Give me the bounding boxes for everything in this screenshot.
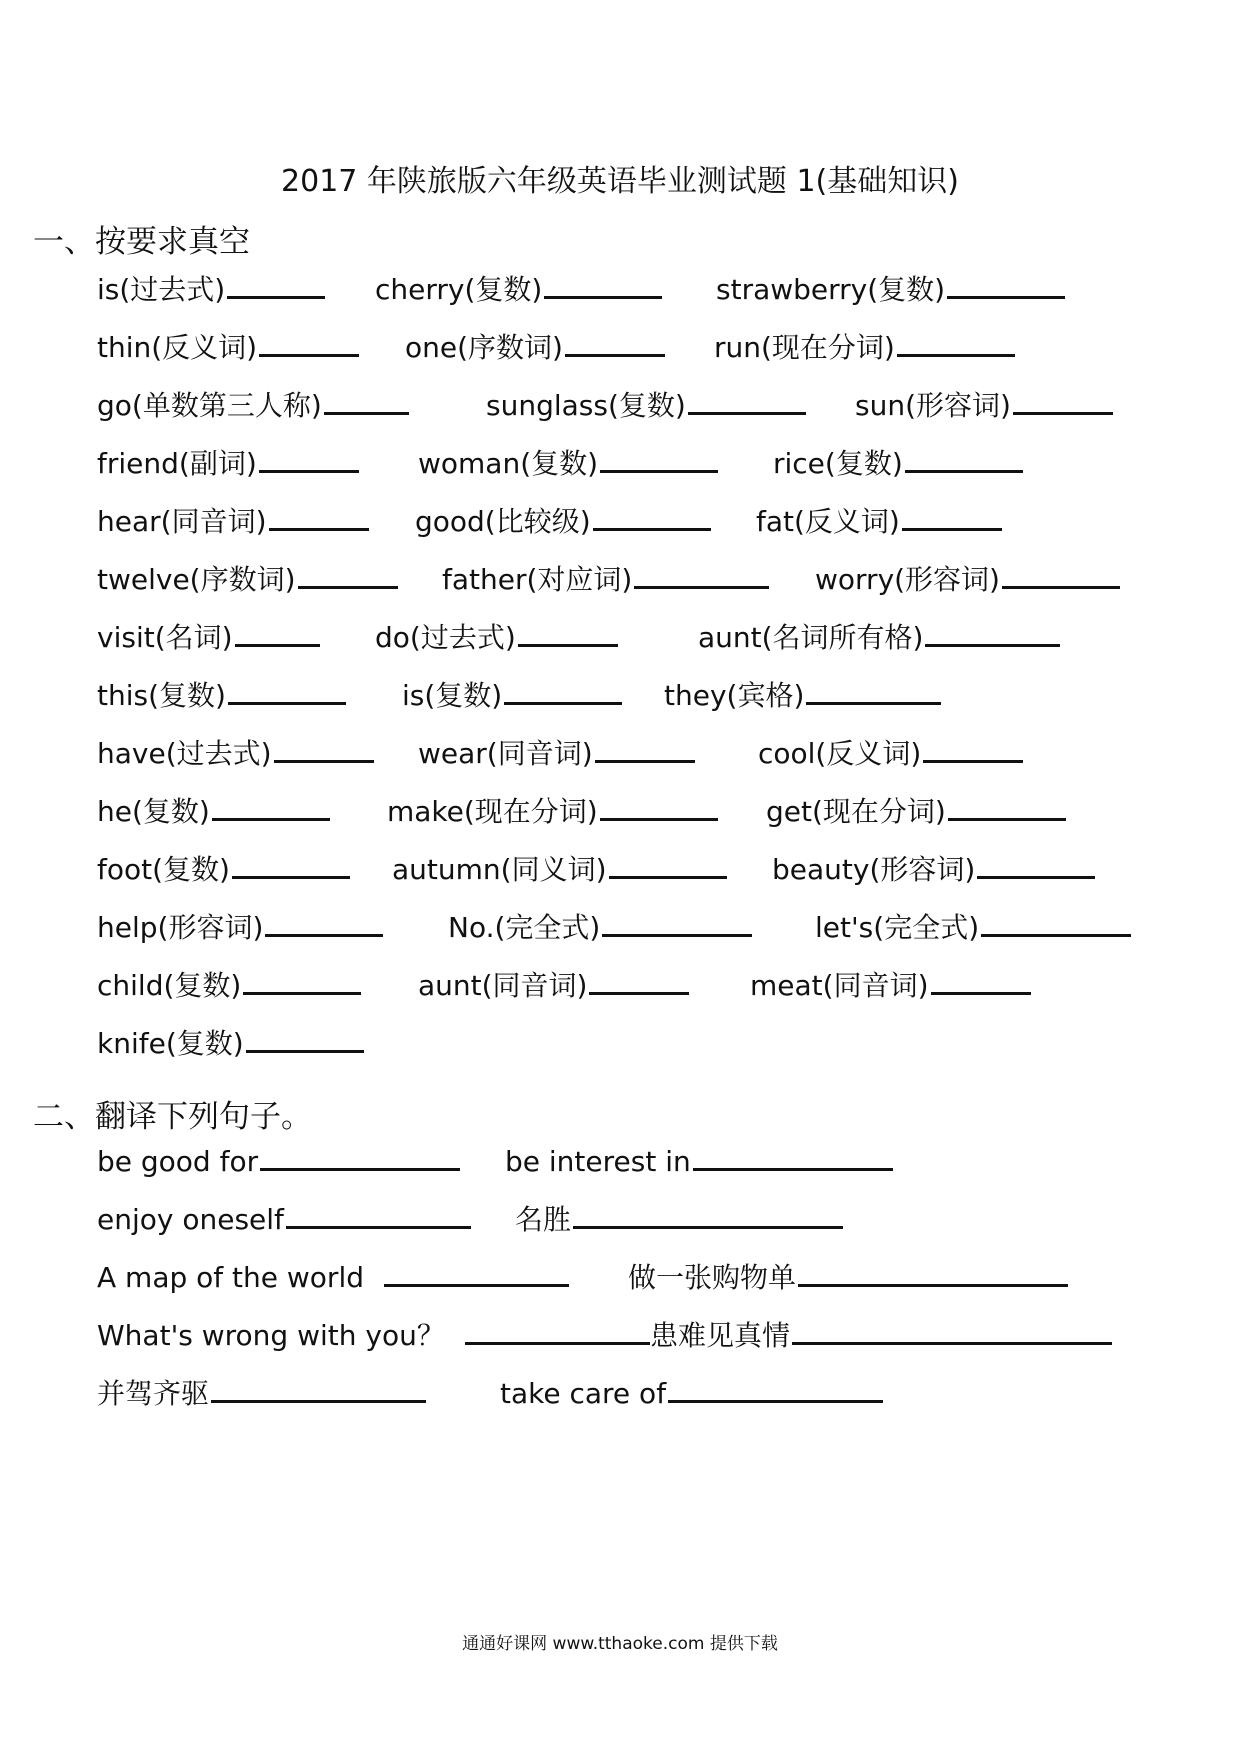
answer-blank[interactable] — [897, 322, 1015, 357]
exercise-prompt: go(单数第三人称) — [97, 389, 322, 422]
answer-blank[interactable] — [260, 1136, 460, 1171]
answer-blank[interactable] — [798, 1252, 1068, 1287]
exercise-prompt: rice(复数) — [773, 447, 903, 480]
exercise-prompt: friend(副词) — [97, 447, 257, 480]
exercise-row — [0, 496, 1240, 540]
answer-blank[interactable] — [518, 612, 618, 647]
exercise-prompt: 名胜 — [515, 1203, 572, 1236]
exercise-item — [375, 264, 662, 310]
exercise-prompt: twelve(序数词) — [97, 563, 296, 596]
exercise-item — [664, 670, 941, 716]
answer-blank[interactable] — [923, 728, 1023, 763]
exercise-item — [97, 1018, 364, 1064]
exercise-prompt: strawberry(复数) — [716, 273, 946, 306]
answer-blank[interactable] — [243, 960, 361, 995]
answer-blank[interactable] — [931, 960, 1031, 995]
exercise-prompt: this(复数) — [97, 679, 226, 712]
exercise-prompt: be good for — [97, 1145, 259, 1178]
exercise-prompt: father(对应词) — [442, 563, 633, 596]
exercise-prompt: is(过去式) — [97, 273, 226, 306]
exercise-item — [97, 1252, 569, 1298]
answer-blank[interactable] — [977, 844, 1095, 879]
exercise-row — [0, 728, 1240, 772]
exercise-item — [756, 496, 1002, 542]
answer-blank[interactable] — [324, 380, 409, 415]
exercise-prompt: they(宾格) — [664, 679, 805, 712]
exercise-item — [815, 902, 1131, 948]
exercise-prompt: aunt(同音词) — [418, 969, 588, 1002]
exercise-prompt: enjoy oneself — [97, 1203, 284, 1236]
exercise-item — [97, 1136, 460, 1182]
exercise-item — [855, 380, 1113, 426]
exercise-prompt: one(序数词) — [405, 331, 563, 364]
exercise-item — [515, 1194, 843, 1240]
exercise-prompt: take care of — [500, 1377, 667, 1410]
exercise-item — [392, 844, 727, 890]
exercise-item — [442, 554, 769, 600]
exercise-prompt: wear(同音词) — [418, 737, 593, 770]
answer-blank[interactable] — [593, 496, 711, 531]
answer-blank[interactable] — [259, 438, 359, 473]
answer-blank[interactable] — [806, 670, 941, 705]
exercise-row — [0, 554, 1240, 598]
answer-blank[interactable] — [792, 1310, 1112, 1345]
exercise-prompt: cool(反义词) — [758, 737, 922, 770]
exercise-item — [387, 786, 718, 832]
exercise-row — [0, 1368, 1240, 1412]
exercise-prompt: woman(复数) — [418, 447, 599, 480]
answer-blank[interactable] — [211, 1368, 426, 1403]
exercise-prompt: make(现在分词) — [387, 795, 598, 828]
exercise-item — [415, 496, 711, 542]
exercise-item — [716, 264, 1065, 310]
answer-blank[interactable] — [905, 438, 1023, 473]
exercise-item — [405, 322, 665, 368]
exercise-prompt: A map of the world — [97, 1261, 364, 1294]
exercise-item — [486, 380, 806, 426]
exercise-prompt: 并驾齐驱 — [97, 1377, 210, 1410]
exercise-item — [375, 612, 618, 658]
answer-blank[interactable] — [212, 786, 330, 821]
exercise-item — [815, 554, 1120, 600]
exercise-prompt: fat(反义词) — [756, 505, 900, 538]
answer-blank[interactable] — [286, 1194, 471, 1229]
exercise-row — [0, 902, 1240, 946]
exercise-item — [418, 728, 695, 774]
exercise-prompt: knife(复数) — [97, 1027, 244, 1060]
exercise-row — [0, 1194, 1240, 1238]
answer-blank[interactable] — [298, 554, 398, 589]
exercise-item — [97, 438, 359, 484]
answer-blank[interactable] — [947, 264, 1065, 299]
exercise-row — [0, 438, 1240, 482]
exercise-item — [714, 322, 1015, 368]
answer-blank[interactable] — [269, 496, 369, 531]
exercise-prompt: beauty(形容词) — [772, 853, 976, 886]
section-1-heading: 一、按要求真空 — [33, 224, 250, 260]
answer-blank[interactable] — [573, 1194, 843, 1229]
exercise-prompt: have(过去式) — [97, 737, 272, 770]
exercise-prompt: is(复数) — [402, 679, 503, 712]
answer-blank[interactable] — [504, 670, 622, 705]
answer-blank[interactable] — [688, 380, 806, 415]
exercise-prompt: foot(复数) — [97, 853, 230, 886]
answer-blank[interactable] — [595, 728, 695, 763]
answer-blank[interactable] — [232, 844, 350, 879]
exercise-prompt: be interest in — [505, 1145, 691, 1178]
answer-blank[interactable] — [609, 844, 727, 879]
exercise-item — [758, 728, 1023, 774]
exercise-item — [773, 438, 1023, 484]
answer-blank[interactable] — [1002, 554, 1120, 589]
exercise-item — [97, 322, 359, 368]
answer-blank[interactable] — [634, 554, 769, 589]
exercise-item — [628, 1252, 1068, 1298]
exercise-item — [418, 438, 718, 484]
exercise-item — [448, 902, 752, 948]
exercise-prompt: aunt(名词所有格) — [698, 621, 924, 654]
exercise-prompt: meat(同音词) — [750, 969, 929, 1002]
footer-credit: 通通好课网 www.tthaoke.com 提供下载 — [462, 1634, 778, 1654]
exercise-row — [0, 612, 1240, 656]
exercise-row — [0, 786, 1240, 830]
exercise-prompt: get(现在分词) — [766, 795, 946, 828]
exercise-prompt: 做一张购物单 — [628, 1261, 797, 1294]
exercise-item — [97, 496, 369, 542]
answer-blank[interactable] — [259, 322, 359, 357]
exercise-item — [766, 786, 1066, 832]
exercise-row — [0, 670, 1240, 714]
exercise-row — [0, 960, 1240, 1004]
exercise-prompt: sun(形容词) — [855, 389, 1011, 422]
exercise-item — [97, 844, 350, 890]
section-2-heading: 二、翻译下列句子。 — [33, 1099, 312, 1135]
exercise-row — [0, 380, 1240, 424]
exercise-row — [0, 1252, 1240, 1296]
exercise-item — [97, 1310, 650, 1356]
exercise-prompt: No.(完全式) — [448, 911, 601, 944]
exercise-item — [772, 844, 1095, 890]
exercise-row — [0, 1310, 1240, 1354]
exercise-item — [97, 1194, 471, 1240]
answer-blank[interactable] — [693, 1136, 893, 1171]
exercise-prompt: thin(反义词) — [97, 331, 258, 364]
exercise-prompt: sunglass(复数) — [486, 389, 686, 422]
exercise-row — [0, 1136, 1240, 1180]
answer-blank[interactable] — [600, 786, 718, 821]
exercise-item — [97, 670, 346, 716]
exercise-row — [0, 844, 1240, 888]
exercise-item — [97, 728, 374, 774]
answer-blank[interactable] — [246, 1018, 364, 1053]
exercise-item — [500, 1368, 883, 1414]
answer-blank[interactable] — [589, 960, 689, 995]
exercise-item — [97, 1368, 426, 1414]
exercise-item — [97, 960, 361, 1006]
answer-blank[interactable] — [668, 1368, 883, 1403]
answer-blank[interactable] — [265, 902, 383, 937]
answer-blank[interactable] — [235, 612, 320, 647]
answer-blank[interactable] — [981, 902, 1131, 937]
answer-blank[interactable] — [274, 728, 374, 763]
exercise-item — [97, 380, 409, 426]
answer-blank[interactable] — [228, 670, 346, 705]
exercise-item — [505, 1136, 893, 1182]
exercise-prompt: hear(同音词) — [97, 505, 267, 538]
answer-blank[interactable] — [902, 496, 1002, 531]
exercise-prompt: let's(完全式) — [815, 911, 980, 944]
exercise-prompt: cherry(复数) — [375, 273, 543, 306]
exercise-item — [750, 960, 1031, 1006]
exercise-item — [698, 612, 1060, 658]
exercise-row — [0, 322, 1240, 366]
answer-blank[interactable] — [925, 612, 1060, 647]
exercise-prompt: 患难见真情 — [650, 1319, 791, 1352]
answer-blank[interactable] — [600, 438, 718, 473]
exercise-item — [97, 902, 383, 948]
exercise-row — [0, 1018, 1240, 1062]
exercise-prompt: worry(形容词) — [815, 563, 1000, 596]
exercise-item — [97, 554, 398, 600]
exercise-prompt: he(复数) — [97, 795, 210, 828]
answer-blank[interactable] — [227, 264, 325, 299]
exercise-prompt: child(复数) — [97, 969, 242, 1002]
answer-blank[interactable] — [465, 1310, 650, 1345]
exercise-row — [0, 264, 1240, 308]
exercise-prompt: visit(名词) — [97, 621, 233, 654]
exercise-item — [650, 1310, 1112, 1356]
exercise-item — [97, 612, 320, 658]
page-title: 2017 年陕旅版六年级英语毕业测试题 1(基础知识) — [281, 164, 959, 199]
exercise-item — [97, 264, 325, 310]
answer-blank[interactable] — [544, 264, 662, 299]
exercise-item — [418, 960, 689, 1006]
exercise-prompt: run(现在分词) — [714, 331, 895, 364]
answer-blank[interactable] — [384, 1252, 569, 1287]
answer-blank[interactable] — [948, 786, 1066, 821]
exercise-prompt: autumn(同义词) — [392, 853, 607, 886]
exercise-item — [402, 670, 622, 716]
answer-blank[interactable] — [602, 902, 752, 937]
exercise-prompt: What's wrong with you？ — [97, 1319, 445, 1352]
exercise-item — [97, 786, 330, 832]
exercise-prompt: good(比较级) — [415, 505, 591, 538]
answer-blank[interactable] — [565, 322, 665, 357]
answer-blank[interactable] — [1013, 380, 1113, 415]
exercise-prompt: help(形容词) — [97, 911, 264, 944]
exercise-prompt: do(过去式) — [375, 621, 516, 654]
